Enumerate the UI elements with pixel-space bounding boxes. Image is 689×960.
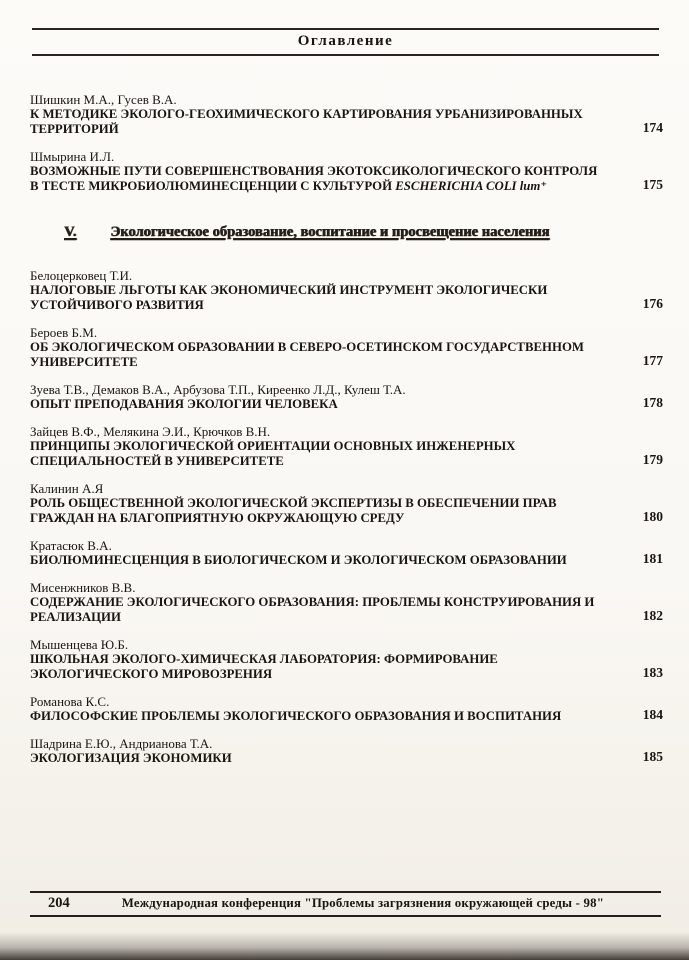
entry-text xyxy=(30,149,621,194)
entry-title: ОБ ЭКОЛОГИЧЕСКОМ ОБРАЗОВАНИИ В СЕВЕРО-ОСЕТИНСКОМ ГОСУДАРСТВЕННОМ УНИВЕРСИТЕТЕ xyxy=(30,340,584,369)
entry-page-number: 184 xyxy=(642,707,663,722)
toc-entry xyxy=(30,92,663,137)
page-title: Оглавление xyxy=(297,33,394,49)
entry-title: ШКОЛЬНАЯ ЭКОЛОГО-ХИМИЧЕСКАЯ ЛАБОРАТОРИЯ: ФОРМИРОВАНИЕ ЭКОЛОГИЧЕСКОГО МИРОВОЗРЕНИЯ xyxy=(30,652,498,681)
entry-title: ПРИНЦИПЫ ЭКОЛОГИЧЕСКОЙ ОРИЕНТАЦИИ ОСНОВНЫХ ИНЖЕНЕРНЫХ СПЕЦИАЛЬНОСТЕЙ В УНИВЕРСИТЕТЕ xyxy=(30,439,516,468)
entry-authors: Зайцев В.Ф., Мелякина Э.И., Крючков В.Н. xyxy=(30,424,271,439)
entry-page-number: 176 xyxy=(642,296,663,311)
entry-page-number: 178 xyxy=(642,395,663,410)
toc-entry xyxy=(30,382,663,412)
entry-page-number: 179 xyxy=(642,452,663,467)
footer-rule-bottom xyxy=(30,915,661,917)
entry-page-number: 177 xyxy=(642,353,663,368)
entry-text xyxy=(30,325,621,370)
entry-text xyxy=(30,382,621,412)
entry-authors: Кратасюк В.А. xyxy=(30,538,112,553)
entry-page-number: 183 xyxy=(642,665,663,680)
entry-authors: Бероев Б.М. xyxy=(30,325,98,340)
entry-text xyxy=(30,580,621,625)
entry-title-text: ВОЗМОЖНЫЕ ПУТИ СОВЕРШЕНСТВОВАНИЯ ЭКОТОКСИКОЛОГИЧЕСКОГО КОНТРОЛЯ В ТЕСТЕ МИКРОБИОЛЮМИНЕСЦЕНЦИИ С КУЛЬТУРОЙ xyxy=(30,164,598,193)
entry-title: РОЛЬ ОБЩЕСТВЕННОЙ ЭКОЛОГИЧЕСКОЙ ЭКСПЕРТИЗЫ В ОБЕСПЕЧЕНИИ ПРАВ ГРАЖДАН НА БЛАГОПРИЯТНУЮ ОКРУЖАЮЩУЮ СРЕДУ xyxy=(30,496,557,525)
toc-entry xyxy=(30,637,663,682)
entry-text xyxy=(30,424,621,469)
section-number: V. xyxy=(64,224,77,240)
entry-page-number: 181 xyxy=(642,551,663,566)
page-footer xyxy=(30,891,661,917)
entry-page-number: 185 xyxy=(642,749,663,764)
entry-authors: Мисенжников В.В. xyxy=(30,580,136,595)
entry-text xyxy=(30,92,621,137)
entry-title xyxy=(30,164,607,194)
entry-page-number: 174 xyxy=(642,120,663,135)
entry-authors: Романова К.С. xyxy=(30,694,110,709)
entry-text xyxy=(30,481,621,526)
entry-page-number: 180 xyxy=(642,509,663,524)
entry-title: НАЛОГОВЫЕ ЛЬГОТЫ КАК ЭКОНОМИЧЕСКИЙ ИНСТРУМЕНТ ЭКОЛОГИЧЕСКИ УСТОЙЧИВОГО РАЗВИТИЯ xyxy=(30,283,548,312)
toc-entry xyxy=(30,694,663,724)
page-header xyxy=(32,28,659,56)
entry-authors: Шадрина Е.Ю., Андрианова Т.А. xyxy=(30,736,213,751)
entry-page-number: 175 xyxy=(642,177,663,192)
toc-entry xyxy=(30,424,663,469)
entry-title: СОДЕРЖАНИЕ ЭКОЛОГИЧЕСКОГО ОБРАЗОВАНИЯ: ПРОБЛЕМЫ КОНСТРУИРОВАНИЯ И РЕАЛИЗАЦИИ xyxy=(30,595,595,624)
toc-entries xyxy=(30,92,663,766)
toc-entry xyxy=(30,149,663,194)
entry-authors: Шмырина И.Л. xyxy=(30,149,115,164)
toc-entry xyxy=(30,538,663,568)
entry-title-latin-italic: ESCHERICHIA COLI lum⁺ xyxy=(395,179,548,193)
entry-page-number: 182 xyxy=(642,608,663,623)
footer-conference-title: Международная конференция "Проблемы загрязнения окружающей среды - 98" xyxy=(121,896,604,910)
entry-authors: Зуева Т.В., Демаков В.А., Арбузова Т.П., Киреенко Л.Д., Кулеш Т.А. xyxy=(30,382,406,397)
entry-text xyxy=(30,637,621,682)
footer-page-number: 204 xyxy=(48,895,70,911)
entry-authors: Белоцерковец Т.И. xyxy=(30,268,133,283)
entry-title: БИОЛЮМИНЕСЦЕНЦИЯ В БИОЛОГИЧЕСКОМ И ЭКОЛОГИЧЕСКОМ ОБРАЗОВАНИИ xyxy=(30,553,567,567)
toc-entry xyxy=(30,268,663,313)
entry-title: ЭКОЛОГИЗАЦИЯ ЭКОНОМИКИ xyxy=(30,751,232,765)
entry-title: ФИЛОСОФСКИЕ ПРОБЛЕМЫ ЭКОЛОГИЧЕСКОГО ОБРАЗОВАНИЯ И ВОСПИТАНИЯ xyxy=(30,709,562,723)
entry-text xyxy=(30,694,621,724)
footer-row xyxy=(30,893,661,915)
entry-title: ОПЫТ ПРЕПОДАВАНИЯ ЭКОЛОГИИ ЧЕЛОВЕКА xyxy=(30,397,338,411)
entry-authors: Калинин А.Я xyxy=(30,481,104,496)
entry-text xyxy=(30,268,621,313)
entry-text xyxy=(30,736,621,766)
entry-text xyxy=(30,538,621,568)
section-title: Экологическое образование, воспитание и просвещение населения xyxy=(110,224,550,240)
entry-authors: Шишкин М.А., Гусев В.А. xyxy=(30,92,177,107)
entry-title: К МЕТОДИКЕ ЭКОЛОГО-ГЕОХИМИЧЕСКОГО КАРТИРОВАНИЯ УРБАНИЗИРОВАННЫХ ТЕРРИТОРИЙ xyxy=(30,107,583,136)
toc-entry xyxy=(30,580,663,625)
entry-authors: Мышенцева Ю.Б. xyxy=(30,637,129,652)
toc-entry xyxy=(30,736,663,766)
section-heading xyxy=(64,222,644,242)
toc-entry xyxy=(30,481,663,526)
toc-entry xyxy=(30,325,663,370)
